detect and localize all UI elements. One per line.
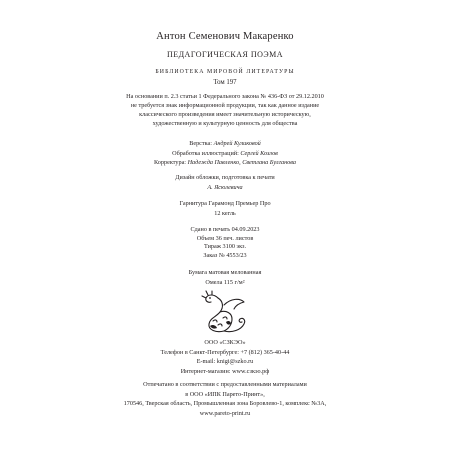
dragon-logo-icon xyxy=(196,288,254,336)
proof-label: Корректура: xyxy=(153,159,187,166)
publisher-block xyxy=(0,340,450,378)
layout-name: Андрей Куликовой xyxy=(213,140,261,147)
volume-number: Том 197 xyxy=(213,79,237,86)
illustrations-name: Сергей Козлов xyxy=(240,149,278,157)
printer-website: www.pareto-print.ru xyxy=(199,409,251,417)
printer-line: Отпечатано в соответствии с предоставленными материалами xyxy=(143,381,307,388)
publisher-shop: Интернет-магазин: www.сзкэо.рф xyxy=(180,367,270,375)
typeface: Гарнитура Гарамонд Премьер Про xyxy=(179,200,271,207)
series-name: БИБЛИОТЕКА МИРОВОЙ ЛИТЕРАТУРЫ xyxy=(155,69,295,75)
print-date: Сдано в печать 04.09.2023 xyxy=(190,226,260,233)
layout-label: Верстка: xyxy=(189,140,213,147)
cover-design-block xyxy=(0,175,450,194)
printer-address: 170546, Тверская область, Промышленная зона Боровлево-1, комплекс №3А, xyxy=(123,400,327,407)
author-name: Антон Семенович Макаренко xyxy=(156,31,294,42)
paper-type: Бумага матовая мелованная xyxy=(188,269,262,276)
font-block xyxy=(0,201,450,220)
paper-block xyxy=(0,270,450,289)
order-number: Заказ № 4553/23 xyxy=(203,252,247,260)
law-notice-line: не требуется знак информационной продукции, так как данное издание xyxy=(130,102,320,109)
credits-block xyxy=(0,141,450,170)
law-notice-line: классического произведения имеет значительную историческую, xyxy=(139,111,311,118)
cover-design-name: А. Ясюлевича xyxy=(207,183,243,191)
law-notice-line: На основании п. 2.3 статьи 1 Федерального закона № 436-ФЗ от 29.12.2010 xyxy=(126,93,324,100)
book-title: ПЕДАГОГИЧЕСКАЯ ПОЭМА xyxy=(166,50,284,59)
illustrations-label: Обработка иллюстраций: xyxy=(172,149,239,157)
law-notice-line: художественную и культурную ценность для общества xyxy=(152,120,298,127)
publisher-name: ООО «СЗКЭО» xyxy=(204,339,246,346)
publisher-email: E-mail: knigi@szko.ru xyxy=(196,358,254,365)
print-info-block xyxy=(0,227,450,262)
law-notice xyxy=(0,94,450,130)
printer-block xyxy=(0,382,450,420)
proof-names: Надежда Павленко, Светлана Булганова xyxy=(187,159,297,166)
cover-design-label: Дизайн обложки, подготовка к печати xyxy=(175,174,275,181)
publisher-phone: Телефон в Санкт-Петербурге: +7 (812) 365-40-44 xyxy=(160,348,290,356)
font-size: 12 кегль xyxy=(214,209,236,217)
printer-line: в ООО «ИПК Парето-Принт», xyxy=(185,390,265,398)
print-volume: Объем 36 печ. листов xyxy=(196,234,254,242)
print-run: Тираж 3100 экз. xyxy=(203,243,247,251)
paper-density: Омела 115 г/м² xyxy=(205,278,245,286)
proof-credit xyxy=(0,160,450,170)
